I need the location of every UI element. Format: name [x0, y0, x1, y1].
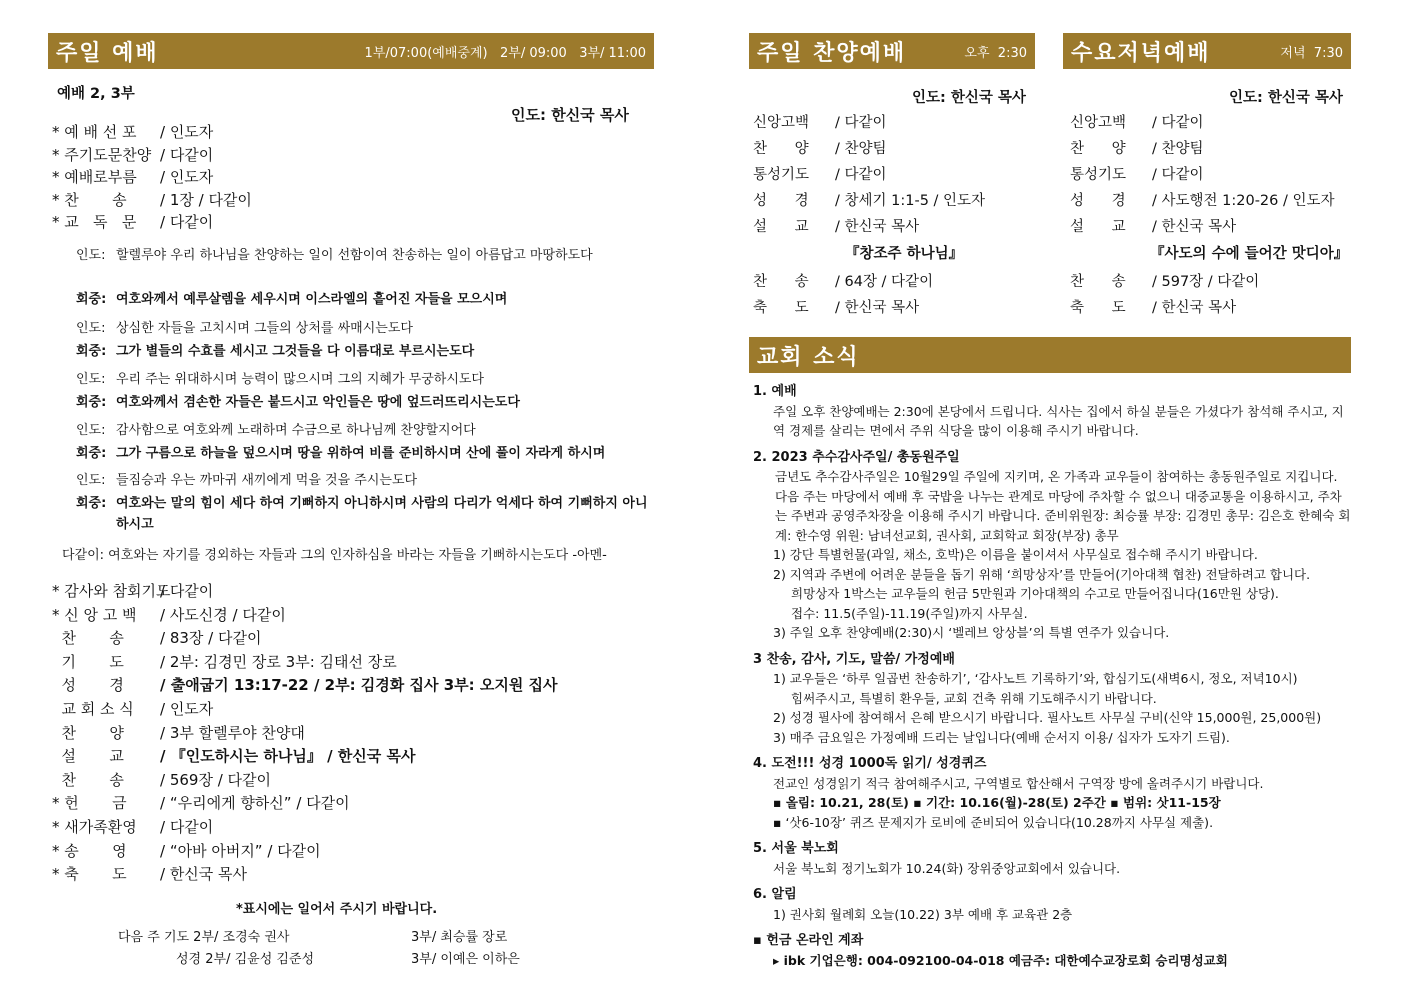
- news-s3-item1: 1) 교우들은 ‘하루 일곱번 찬송하기’, ‘감사노트 기록하기’와, 합심기도(새벽6시, 정오, 저녁10시): [773, 671, 1298, 686]
- speaker-label: 인도:: [76, 473, 106, 488]
- speaker-label: 인도:: [76, 372, 106, 387]
- order-value: / 다같이: [835, 167, 887, 183]
- order-value: / 한신국 목사: [1152, 219, 1237, 235]
- order-row: [1070, 137, 1204, 158]
- sunday-leader: 인도: 한신국 목사: [511, 106, 629, 124]
- order-value: / 사도행전 1:20-26 / 인도자: [1152, 193, 1335, 209]
- news-s3-item2: 2) 성경 필사에 참여해서 은혜 받으시기 바랍니다. 필사노트 사무실 구비(신약 15,000원, 25,000원): [773, 710, 1322, 725]
- order-row: [52, 698, 213, 719]
- wed-leader: 인도: 한신국 목사: [1229, 90, 1343, 106]
- order-row: [1070, 163, 1204, 184]
- news-s2-item2: 2) 지역과 주변에 어려운 분들을 돕기 위해 ‘희망상자’를 만들어(기아대책 협찬) 전달하려고 합니다.: [773, 566, 1311, 582]
- news-s4-heading: 4. 도전!!! 성경 1000독 읽기/ 성경퀴즈: [753, 756, 987, 771]
- together-line: 다같이: 여호와는 자기를 경외하는 자들과 그의 인자하심을 바라는 자들을 기뻐하시는도다 -아멘-: [62, 548, 607, 563]
- leader-line: [76, 369, 651, 390]
- congregation-line: [76, 341, 651, 362]
- leader-line: [76, 420, 651, 441]
- order-row: [1070, 296, 1236, 317]
- order-row: [52, 189, 252, 210]
- wed-title: 수요저녁예배: [1071, 40, 1211, 66]
- speaker-label: 회중:: [76, 344, 107, 359]
- order-label: 찬 양: [753, 141, 809, 157]
- reading-text: 감사함으로 여호와께 노래하며 수금으로 하나님께 찬양할지어다: [116, 423, 476, 438]
- order-label: * 주기도문찬양: [52, 145, 152, 164]
- reading-text: 여호와께서 겸손한 자들은 붙드시고 악인들은 땅에 엎드러뜨리시는도다: [116, 395, 520, 410]
- order-label: * 예 배 선 포: [52, 123, 137, 141]
- order-label: * 새가족환영: [52, 818, 137, 836]
- order-row: [753, 296, 919, 317]
- order-label: 찬 송: [1070, 274, 1126, 290]
- order-row: [1070, 111, 1204, 132]
- order-value: / 569장 / 다같이: [160, 770, 272, 789]
- order-label: * 축 도: [52, 865, 127, 884]
- order-row: [753, 137, 887, 158]
- online-account: ▸ ibk 기업은행: 004-092100-04-018 예금주: 대한예수교장로회 승리명성교회: [773, 952, 1228, 968]
- order-value: / 한신국 목사: [1152, 300, 1237, 316]
- order-row: [52, 722, 305, 743]
- praise-header: [749, 33, 1035, 69]
- order-value: / 다같이: [835, 115, 887, 131]
- order-row: [52, 840, 321, 861]
- praise-time: 오후 2:30: [964, 45, 1027, 61]
- reading-text: 들짐승과 우는 까마귀 새끼에게 먹을 것을 주시는도다: [116, 473, 418, 488]
- news-s4-item2: ▪ ‘삿6-10장’ 퀴즈 문제지가 로비에 준비되어 있습니다(10.28까지 사무실 제출).: [773, 814, 1214, 830]
- speaker-label: 회중:: [76, 292, 107, 307]
- order-value: / 찬양팀: [835, 141, 887, 157]
- order-value: / 다같이: [160, 582, 214, 600]
- reading-text: 우리 주는 위대하시며 능력이 많으시며 그의 지혜가 무궁하시도다: [116, 372, 484, 387]
- order-value: / 다같이: [1152, 167, 1204, 183]
- order-row: [52, 211, 213, 232]
- news-s2-item2c: 접수: 11.5(주일)-11.19(주일)까지 사무실.: [791, 605, 1028, 621]
- next-prayer-3: 3부/ 최승률 장로: [411, 930, 508, 945]
- order-label: 축 도: [1070, 300, 1126, 316]
- order-row: [52, 863, 247, 884]
- order-value: / “우리에게 향하신” / 다같이: [160, 794, 350, 813]
- order-value: / 출애굽기 13:17-22 / 2부: 김경화 집사 3부: 오지원 집사: [160, 676, 558, 695]
- order-label: * 예배로부름: [52, 168, 137, 186]
- congregation-line: [76, 443, 651, 464]
- order-label: 찬 양: [52, 723, 124, 742]
- order-label: 성 경: [52, 676, 124, 695]
- speaker-label: 회중:: [76, 496, 107, 511]
- order-label: 축 도: [753, 300, 809, 316]
- order-row: [753, 215, 919, 236]
- news-s2-item3: 3) 주일 오후 찬양예배(2:30)시 ‘벨레브 앙상블’의 특별 연주가 있습니다.: [773, 625, 1170, 640]
- order-row: [1070, 189, 1335, 210]
- sunday-header: [48, 33, 654, 69]
- order-label: 찬 송: [52, 770, 124, 789]
- order-label: * 찬 송: [52, 190, 127, 209]
- praise-title: 주일 찬양예배: [757, 40, 907, 66]
- order-value: / 한신국 목사: [835, 300, 920, 316]
- praise-leader: 인도: 한신국 목사: [912, 90, 1026, 106]
- order-value: / 사도신경 / 다같이: [160, 605, 286, 624]
- news-s3-item1b: 힘써주시고, 특별히 환우들, 교회 건축 위해 기도해주시기 바랍니다.: [791, 690, 1157, 706]
- order-value: / 597장 / 다같이: [1152, 274, 1260, 290]
- congregation-line: [76, 493, 651, 535]
- wed-header: [1063, 33, 1351, 69]
- order-row: [52, 627, 261, 648]
- order-row: [52, 166, 213, 187]
- order-label: * 신 앙 고 백: [52, 605, 137, 624]
- order-row: [753, 270, 933, 291]
- order-value: / 창세기 1:1-5 / 인도자: [835, 193, 986, 209]
- order-row: [753, 163, 887, 184]
- order-label: 통성기도: [1070, 167, 1127, 183]
- online-heading: ▪ 헌금 온라인 계좌: [753, 933, 864, 948]
- order-row: [753, 111, 887, 132]
- news-s4-item1: ▪ 올림: 10.21, 28(토) ▪ 기간: 10.16(월)-28(토) 2주간 ▪ 범위: 삿11-15장: [773, 795, 1221, 810]
- news-s4-text: 전교인 성경읽기 적극 참여해주시고, 구역별로 합산해서 구역장 방에 올려주시기 바랍니다.: [773, 775, 1264, 791]
- order-label: 성 경: [753, 193, 809, 209]
- order-value: / 3부 할렐루야 찬양대: [160, 723, 305, 742]
- order-label: 설 교: [1070, 219, 1126, 235]
- order-value: / “아바 아버지” / 다같이: [160, 841, 321, 860]
- news-s3-heading: 3 찬송, 감사, 기도, 말씀/ 가정예배: [753, 651, 955, 667]
- order-label: 통성기도: [753, 167, 810, 183]
- wed-time: 저녁 7:30: [1280, 45, 1343, 61]
- news-s1-heading: 1. 예배: [753, 384, 797, 399]
- news-s3-item3: 3) 매주 금요일은 가정예배 드리는 날입니다(예배 순서지 이용/ 십자가 도자기 드림).: [773, 729, 1230, 745]
- order-value: / 인도자: [160, 168, 214, 186]
- order-value: / 한신국 목사: [835, 219, 920, 235]
- order-row: [52, 816, 213, 837]
- reading-text: 그가 별들의 수효를 세시고 그것들을 다 이름대로 부르시는도다: [116, 344, 475, 359]
- reading-text: 여호와께서 예루살렘을 세우시며 이스라엘의 흩어진 자들을 모으시며: [116, 292, 508, 307]
- order-label: * 감사와 참회기도: [52, 582, 171, 600]
- reading-text: 여호와는 말의 힘이 세다 하여 기뻐하지 아니하시며 사람의 다리가 억세다 하여 기뻐하지 아니하시고: [116, 496, 648, 532]
- news-title: 교회 소식: [757, 344, 860, 370]
- order-value: / 2부: 김경민 장로 3부: 김태선 장로: [160, 652, 397, 671]
- leader-line: [76, 318, 651, 339]
- order-value: / 64장 / 다같이: [835, 274, 934, 290]
- order-row: [52, 769, 271, 790]
- sunday-title: 주일 예배: [56, 40, 159, 66]
- news-body: [753, 382, 1353, 970]
- order-row: [1070, 215, 1236, 236]
- praise-sermon: 『창조주 하나님』: [845, 246, 964, 262]
- leader-line: [76, 470, 651, 491]
- reading-text: 그가 구름으로 하늘을 덮으시며 땅을 위하여 비를 준비하시며 산에 풀이 자라게 하시며: [116, 446, 606, 461]
- news-s6-heading: 6. 알림: [753, 887, 797, 902]
- congregation-line: [76, 289, 651, 310]
- order-value: / 83장 / 다같이: [160, 629, 262, 648]
- order-label: 찬 양: [1070, 141, 1126, 157]
- next-scripture-3: 3부/ 이예은 이하은: [411, 952, 520, 967]
- speaker-label: 인도:: [76, 423, 106, 438]
- news-s5-heading: 5. 서울 북노회: [753, 841, 839, 856]
- order-value: / 『인도하시는 하나님』 / 한신국 목사: [160, 747, 416, 766]
- order-label: * 교 독 문: [52, 213, 137, 231]
- order-label: 신앙고백: [1070, 115, 1127, 131]
- news-s6-text: 1) 권사회 월례회 오늘(10.22) 3부 예배 후 교육관 2층: [773, 906, 1073, 922]
- next-scripture: 성경 2부/ 김윤성 김준성: [176, 952, 315, 967]
- reading-text: 상심한 자들을 고치시며 그들의 상처를 싸매시는도다: [116, 321, 413, 336]
- order-label: 설 교: [753, 219, 809, 235]
- news-s2-item2b: 희망상자 1박스는 교우들의 헌금 5만원과 기아대책의 수고로 만들어집니다(16만원 상당).: [791, 586, 1279, 601]
- sunday-sub: 예배 2, 3부: [57, 86, 135, 102]
- order-row: [52, 651, 397, 672]
- order-row: [1070, 270, 1259, 291]
- order-value: / 인도자: [160, 123, 214, 141]
- leader-line: [76, 245, 651, 266]
- order-label: 교 회 소 식: [52, 700, 134, 718]
- order-row: [52, 580, 213, 601]
- order-value: / 인도자: [160, 700, 214, 718]
- order-value: / 찬양팀: [1152, 141, 1204, 157]
- order-row: [52, 121, 213, 142]
- order-value: / 다같이: [160, 818, 214, 836]
- news-s5-text: 서울 북노회 정기노회가 10.24(화) 장위중앙교회에서 있습니다.: [773, 860, 1121, 876]
- order-value: / 다같이: [160, 145, 214, 164]
- order-row: [52, 745, 415, 766]
- order-value: / 다같이: [1152, 115, 1204, 131]
- order-value: / 다같이: [160, 213, 214, 231]
- speaker-label: 회중:: [76, 446, 107, 461]
- wed-sermon: 『사도의 수에 들어간 맛디아』: [1150, 246, 1349, 262]
- order-label: 신앙고백: [753, 115, 810, 131]
- standing-note: *표시에는 일어서 주시기 바랍니다.: [236, 902, 438, 917]
- order-row: [52, 604, 286, 625]
- order-label: * 송 영: [52, 841, 127, 860]
- reading-text: 할렐루야 우리 하나님을 찬양하는 일이 선함이여 찬송하는 일이 아름답고 마땅하도다: [116, 248, 593, 263]
- order-value: / 한신국 목사: [160, 865, 248, 884]
- order-label: 기 도: [52, 652, 124, 671]
- order-row: [52, 674, 558, 695]
- next-prayer: 다음 주 기도 2부/ 조경숙 권사: [118, 930, 290, 945]
- order-row: [753, 189, 985, 210]
- order-label: 성 경: [1070, 193, 1126, 209]
- order-label: 설 교: [52, 747, 124, 766]
- news-s1-text: 주일 오후 찬양예배는 2:30에 본당에서 드립니다. 식사는 집에서 하실 분들은 가셨다가 참석해 주시고, 지역 경제를 살리는 면에서 주위 식당을 많이 이용해 주시기 바랍니다.: [773, 403, 1344, 438]
- news-s2-heading: 2. 2023 추수감사주일/ 총동원주일: [753, 449, 960, 465]
- order-value: / 1장 / 다같이: [160, 190, 252, 209]
- news-s2-text: 금년도 추수감사주일은 10월29일 주일에 지키며, 온 가족과 교우들이 참여하는 총동원주일로 지킵니다. 다음 주는 마당에서 예배 후 국밥을 나누는 관계로 마당에 주차할 수 없으니 대중교통을 이용하시고, 주차는 주변과 공영주차장을 이용해 주시기 바랍니다. 준비위원장: 최승률 부장: 김경민 총무: 김은호 한혜숙 회계: 한수영 위원: 남녀선교회, 권사회, 교회학교 회장(부장) 총무: [775, 469, 1351, 543]
- sunday-times: 1부/07:00(예배중계) 2부/ 09:00 3부/ 11:00: [364, 45, 646, 61]
- news-header: [749, 337, 1351, 373]
- order-label: 찬 송: [753, 274, 809, 290]
- order-row: [52, 792, 350, 813]
- order-row: [52, 144, 213, 165]
- speaker-label: 인도:: [76, 321, 106, 336]
- speaker-label: 인도:: [76, 248, 106, 263]
- order-label: * 헌 금: [52, 794, 127, 813]
- congregation-line: [76, 392, 651, 413]
- speaker-label: 회중:: [76, 395, 107, 410]
- news-s2-item1: 1) 강단 특별헌물(과일, 채소, 호박)은 이름을 붙이셔서 사무실로 접수해 주시기 바랍니다.: [773, 547, 1258, 562]
- order-label: 찬 송: [52, 629, 124, 648]
